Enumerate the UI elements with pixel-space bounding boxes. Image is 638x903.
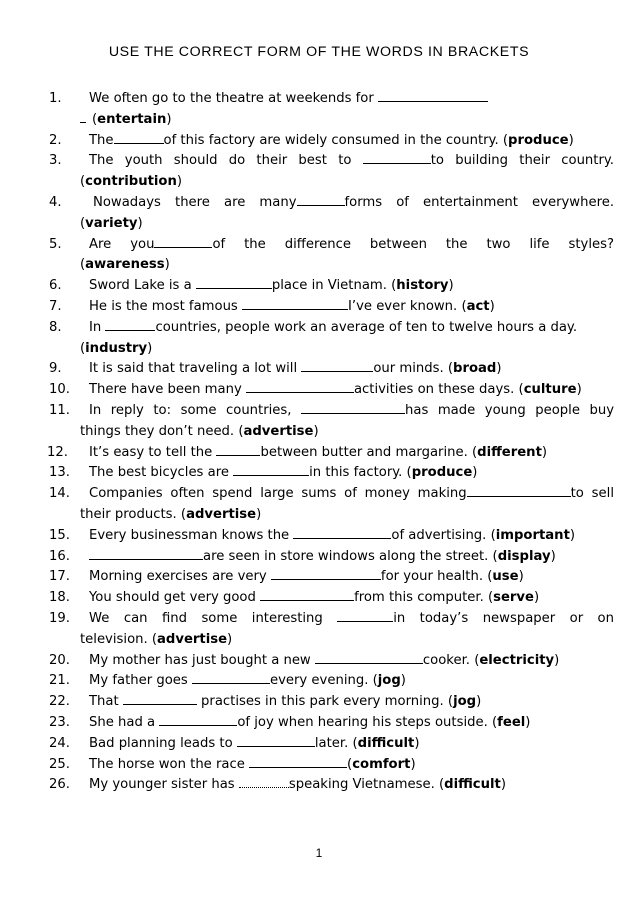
item-number: 10.	[49, 382, 70, 398]
item-number: 26.	[49, 777, 70, 793]
answer-blank[interactable]	[246, 380, 354, 393]
item-text: Are you of the difference between the two life styles?	[89, 236, 614, 252]
answer-blank[interactable]	[293, 526, 391, 539]
item-number: 1.	[49, 91, 62, 106]
list-item	[0, 671, 638, 692]
item-number: 23.	[49, 714, 70, 730]
item-number: 21.	[49, 673, 70, 689]
item-text: Sword Lake is a place in Vietnam. (history)	[89, 278, 454, 294]
list-item	[0, 588, 638, 609]
item-text: It is said that traveling a lot will our minds. (broad)	[89, 361, 502, 377]
list-item	[0, 297, 638, 318]
list-item	[0, 359, 638, 380]
item-number: 19.	[49, 610, 70, 626]
answer-blank[interactable]	[192, 671, 270, 684]
item-text: The youth should do their best to to building their country.	[89, 153, 614, 169]
item-number: 2.	[49, 132, 62, 148]
answer-blank[interactable]	[159, 713, 237, 726]
list-item	[0, 401, 638, 443]
item-text: It’s easy to tell the between butter and margarine. (different)	[89, 444, 548, 460]
item-number: 13.	[49, 465, 70, 481]
item-hint: (variety)	[80, 215, 143, 231]
item-number: 18.	[49, 590, 70, 606]
answer-blank[interactable]	[239, 775, 289, 788]
item-number: 25.	[49, 756, 70, 772]
list-item	[0, 651, 638, 672]
item-text: In reply to: some countries, has made young people buy	[89, 402, 615, 418]
item-text: She had a of joy when hearing his steps outside. (feel)	[89, 714, 531, 730]
item-text: That practises in this park every morning. (jog)	[89, 694, 482, 710]
list-item	[0, 463, 638, 484]
item-number: 12.	[47, 444, 68, 460]
item-text: Every businessman knows the of advertising. (important)	[89, 527, 576, 543]
answer-blank[interactable]	[105, 318, 155, 331]
item-number: 14.	[49, 486, 70, 502]
item-text: are seen in store windows along the street. (display)	[0, 547, 638, 568]
list-item	[0, 526, 638, 547]
answer-blank[interactable]	[196, 276, 272, 289]
list-item	[0, 734, 638, 755]
list-item	[0, 692, 638, 713]
item-text: Bad planning leads to later. (difficult)	[89, 735, 420, 751]
item-text: My mother has just bought a new cooker. (electricity)	[89, 652, 560, 668]
answer-blank[interactable]	[233, 463, 309, 476]
answer-blank[interactable]	[467, 484, 571, 497]
list-item	[0, 443, 638, 464]
answer-blank[interactable]	[260, 588, 354, 601]
list-item	[0, 609, 638, 651]
answer-blank[interactable]	[297, 193, 345, 206]
list-item	[0, 151, 638, 193]
answer-blank[interactable]	[154, 235, 212, 248]
list-item	[0, 775, 638, 796]
answer-blank[interactable]	[378, 89, 488, 102]
item-number: 24.	[49, 735, 70, 751]
answer-blank[interactable]	[216, 443, 260, 456]
item-text: He is the most famous I’ve ever known. (act)	[89, 298, 495, 314]
item-text: Nowadays there are many forms of entertainment everywhere.	[93, 194, 615, 210]
item-hint: their products. (advertise)	[80, 506, 262, 522]
item-text: My father goes every evening. (jog)	[89, 673, 406, 689]
item-hint: things they don’t need. (advertise)	[80, 423, 319, 439]
item-text: My younger sister has speaking Vietnamese. (difficult)	[89, 777, 506, 793]
item-number: 4.	[49, 194, 62, 210]
item-text: The horse won the race (comfort)	[89, 756, 416, 772]
list-item	[0, 380, 638, 401]
item-number: 15.	[49, 527, 70, 543]
answer-blank[interactable]	[363, 151, 431, 164]
item-text: The of this factory are widely consumed in the country. (produce)	[89, 132, 574, 148]
exercise-list	[0, 89, 638, 796]
item-number: 5.	[49, 236, 62, 252]
worksheet-title: USE THE CORRECT FORM OF THE WORDS IN BRACKETS	[108, 44, 530, 60]
item-text: There have been many activities on these days. (culture)	[89, 382, 582, 398]
item-number: 9.	[49, 361, 62, 377]
item-text: Companies often spend large sums of money making to sell	[89, 486, 614, 502]
item-number: 17.	[49, 569, 70, 585]
answer-blank[interactable]	[301, 359, 373, 372]
item-hint: (entertain)	[0, 110, 638, 131]
item-hint: (awareness)	[80, 257, 170, 273]
list-item	[0, 193, 638, 235]
list-item	[0, 567, 638, 588]
answer-blank-tail	[80, 112, 86, 123]
item-number: 22.	[49, 694, 70, 710]
list-item	[0, 484, 638, 526]
item-number: 20.	[49, 652, 70, 668]
item-number: 11.	[49, 402, 70, 418]
list-item	[0, 235, 638, 277]
item-number: 16.	[49, 548, 70, 564]
list-item	[0, 276, 638, 297]
answer-blank[interactable]	[114, 131, 164, 144]
item-text: Morning exercises are very for your health. (use)	[89, 569, 524, 585]
answer-blank[interactable]	[271, 567, 381, 580]
item-hint: (contribution)	[80, 174, 183, 190]
answer-blank[interactable]	[237, 734, 315, 747]
answer-blank[interactable]	[315, 651, 423, 664]
item-text: The best bicycles are in this factory. (produce)	[89, 465, 478, 481]
answer-blank[interactable]	[89, 547, 203, 560]
list-item	[0, 131, 638, 152]
page-number: 1	[315, 846, 323, 860]
answer-blank[interactable]	[242, 297, 348, 310]
list-item	[0, 713, 638, 734]
item-hint: (industry)	[80, 340, 153, 356]
list-item	[0, 89, 638, 131]
item-text: We often go to the theatre at weekends for	[0, 89, 638, 110]
item-number: 6.	[49, 278, 62, 294]
answer-blank[interactable]	[249, 755, 347, 768]
item-number: 8.	[49, 319, 62, 335]
item-number: 7.	[49, 298, 62, 314]
list-item	[0, 755, 638, 776]
answer-blank[interactable]	[337, 609, 393, 622]
item-hint: television. (advertise)	[80, 631, 233, 647]
list-item	[0, 318, 638, 360]
item-text: We can find some interesting in today’s newspaper or on	[89, 610, 614, 626]
answer-blank[interactable]	[301, 401, 405, 414]
list-item	[0, 547, 638, 568]
item-number: 3.	[49, 153, 62, 169]
item-text: In countries, people work an average of ten to twelve hours a day.	[89, 319, 578, 335]
answer-blank[interactable]	[123, 692, 197, 705]
item-text: You should get very good from this computer. (serve)	[89, 590, 540, 606]
